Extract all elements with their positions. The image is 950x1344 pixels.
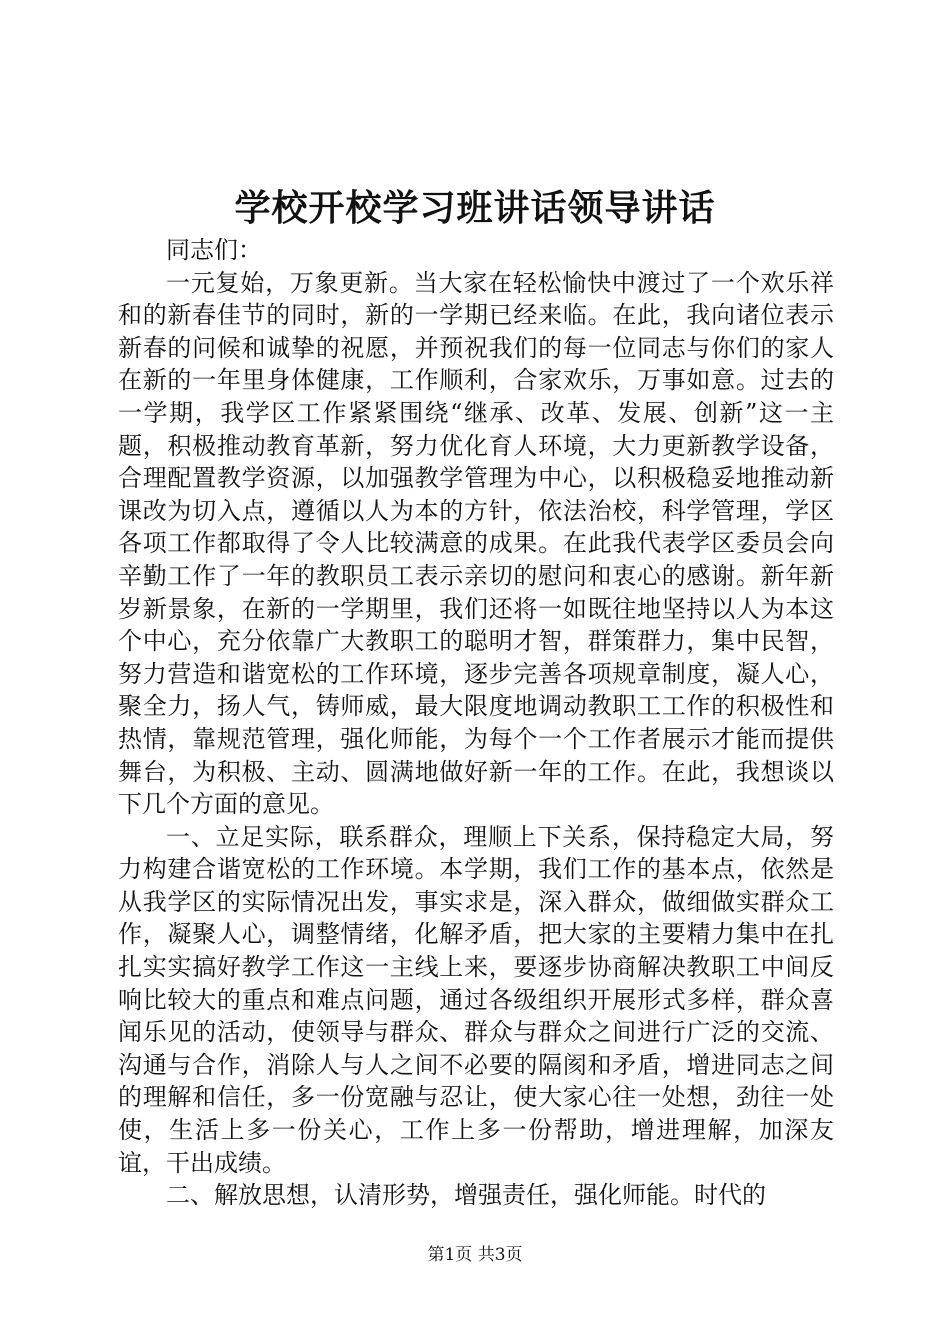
- page-footer: 第1页 共3页: [427, 1245, 523, 1265]
- intro-paragraph: 一元复始，万象更新。当大家在轻松愉快中渡过了一个欢乐祥和的新春佳节的同时，新的一学期已经来临。在此，我向诸位表示新春的问候和诚挚的祝愿，并预祝我们的每一位同志与你们的家人在新的一年里身体健康，工作顺利，合家欢乐，万事如意。过去的一学期，我学区工作紧紧围绕“继承、改革、发展、创新”这一主题，积极推动教育革新，努力优化育人环境，大力更新教学设备，合理配置教学资源，以加强教学管理为中心，以积极稳妥地推动新课改为切入点，遵循以人为本的方针，依法治校，科学管理，学区各项工作都取得了令人比较满意的成果。在此我代表学区委员会向辛勤工作了一年的教职员工表示亲切的慰问和衷心的感谢。新年新岁新景象，在新的一学期里，我们还将一如既往地坚持以人为本这个中心，充分依靠广大教职工的聪明才智，群策群力，集中民智，努力营造和谐宽松的工作环境，逐步完善各项规章制度，凝人心，聚全力，扬人气，铸师威，最大限度地调动教职工工作的积极性和热情，靠规范管理，强化师能，为每个一个工作者展示才能而提供舞台，为积极、主动、圆满地做好新一年的工作。在此，我想谈以下几个方面的意见。: [118, 268, 834, 819]
- section-two-paragraph: 二、解放思想，认清形势，增强责任，强化师能。时代的: [166, 1181, 766, 1210]
- document-title: 学校开校学习班讲话领导讲话: [234, 187, 716, 229]
- greeting-paragraph: 同志们：: [166, 236, 262, 264]
- section-one-paragraph: 一、立足实际，联系群众，理顺上下关系，保持稳定大局，努力构建合谐宽松的工作环境。本学期，我们工作的基本点，依然是从我学区的实际情况出发，事实求是，深入群众，做细做实群众工作，凝聚人心，调整情绪，化解矛盾，把大家的主要精力集中在扎扎实实搞好教学工作这一主线上来，要逐步协商解决教职工中间反响比较大的重点和难点问题，通过各级组织开展形式多样，群众喜闻乐见的活动，使领导与群众、群众与群众之间进行广泛的交流、沟通与合作，消除人与人之间不必要的隔阂和矛盾，增进同志之间的理解和信任，多一份宽融与忍让，使大家心往一处想，劲往一处使，生活上多一份关心，工作上多一份帮助，增进理解，加深友谊，干出成绩。: [118, 822, 834, 1177]
- document-body: [118, 234, 834, 1212]
